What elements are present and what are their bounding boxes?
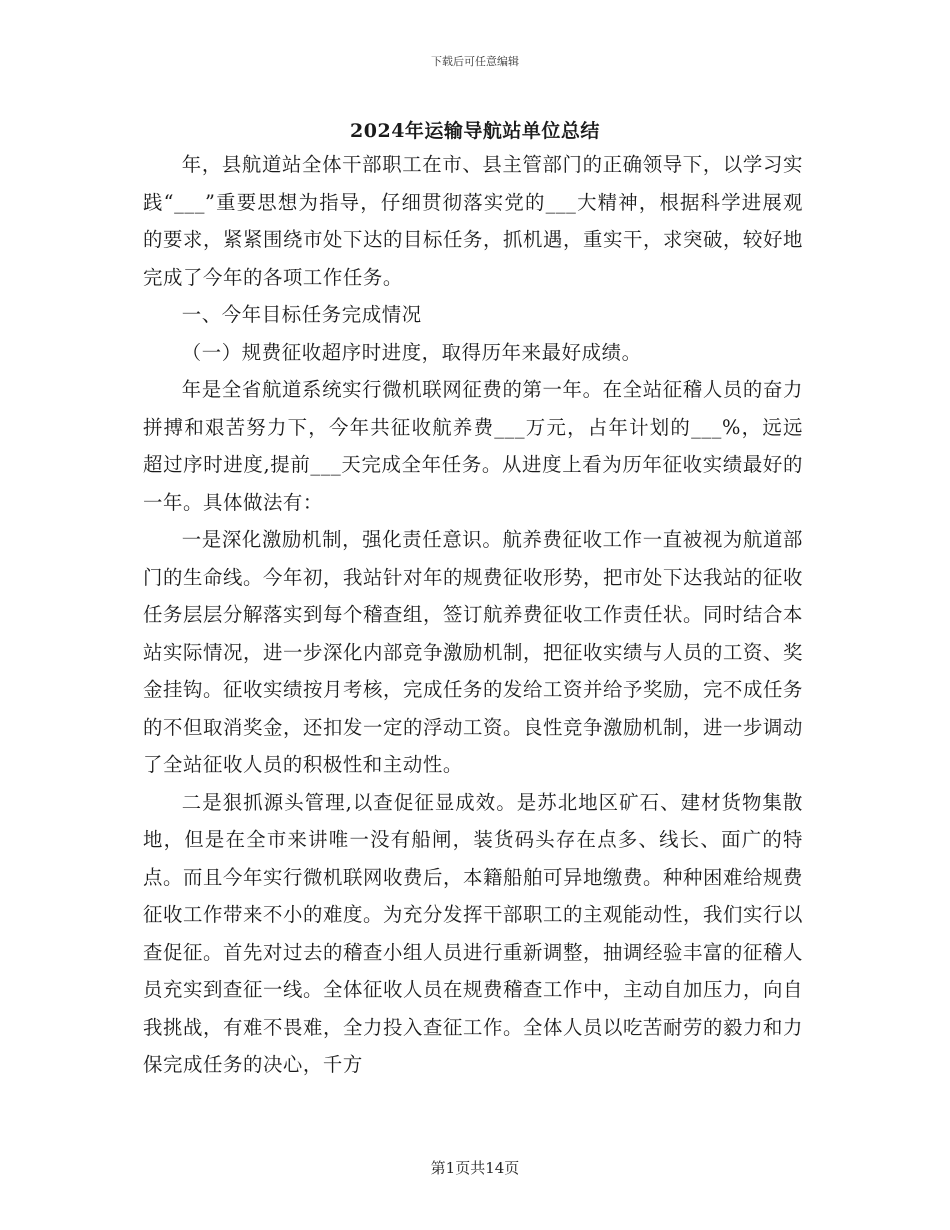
document-body: [143, 146, 803, 1084]
subsection-heading: （一）规费征收超序时进度，取得历年来最好成绩。: [181, 340, 642, 364]
paragraph-collection: 年是全省航道系统实行微机联网征费的第一年。在全站征稽人员的奋力拼搏和艰苦努力下，今年共征收航养费___万元，占年计划的___%，远远超过序时进度,提前___天完成全年任务。从进度上看为历年征收实绩最好的一年。具体做法有：: [143, 378, 803, 514]
page-footer-number: 第1页共14页: [430, 1159, 520, 1177]
paragraph-point-two: 二是狠抓源头管理,以查促征显成效。是苏北地区矿石、建材货物集散地，但是在全市来讲唯一没有船闸，装货码头存在点多、线长、面广的特点。而且今年实行微机联网收费后，本籍船舶可异地缴费。种种困难给规费征收工作带来不小的难度。为充分发挥干部职工的主观能动性，我们实行以查促征。首先对过去的稽查小组人员进行重新调整，抽调经验丰富的征稽人员充实到查征一线。全体征收人员在规费稽查工作中，主动自加压力，向自我挑战，有难不畏难，全力投入查征工作。全体人员以吃苦耐劳的毅力和力保完成任务的决心，千方: [143, 790, 803, 1076]
page-header-note: 下载后可任意编辑: [431, 55, 519, 68]
paragraph-intro: 年，县航道站全体干部职工在市、县主管部门的正确领导下，以学习实践“___”重要思想为指导，仔细贯彻落实党的___大精神，根据科学进展观的要求，紧紧围绕市处下达的目标任务，抓机遇，重实干，求突破，较好地完成了今年的各项工作任务。: [143, 153, 803, 289]
section-heading: 一、今年目标任务完成情况: [181, 303, 422, 326]
paragraph-point-one: 一是深化激励机制，强化责任意识。航养费征收工作一直被视为航道部门的生命线。今年初，我站针对年的规费征收形势，把市处下达我站的征收任务层层分解落实到每个稽查组，签订航养费征收工作责任状。同时结合本站实际情况，进一步深化内部竞争激励机制，把征收实绩与人员的工资、奖金挂钩。征收实绩按月考核，完成任务的发给工资并给予奖励，完不成任务的不但取消奖金，还扣发一定的浮动工资。良性竞争激励机制，进一步调动了全站征收人员的积极性和主动性。: [143, 528, 803, 776]
document-title: 2024年运输导航站单位总结: [350, 120, 600, 142]
